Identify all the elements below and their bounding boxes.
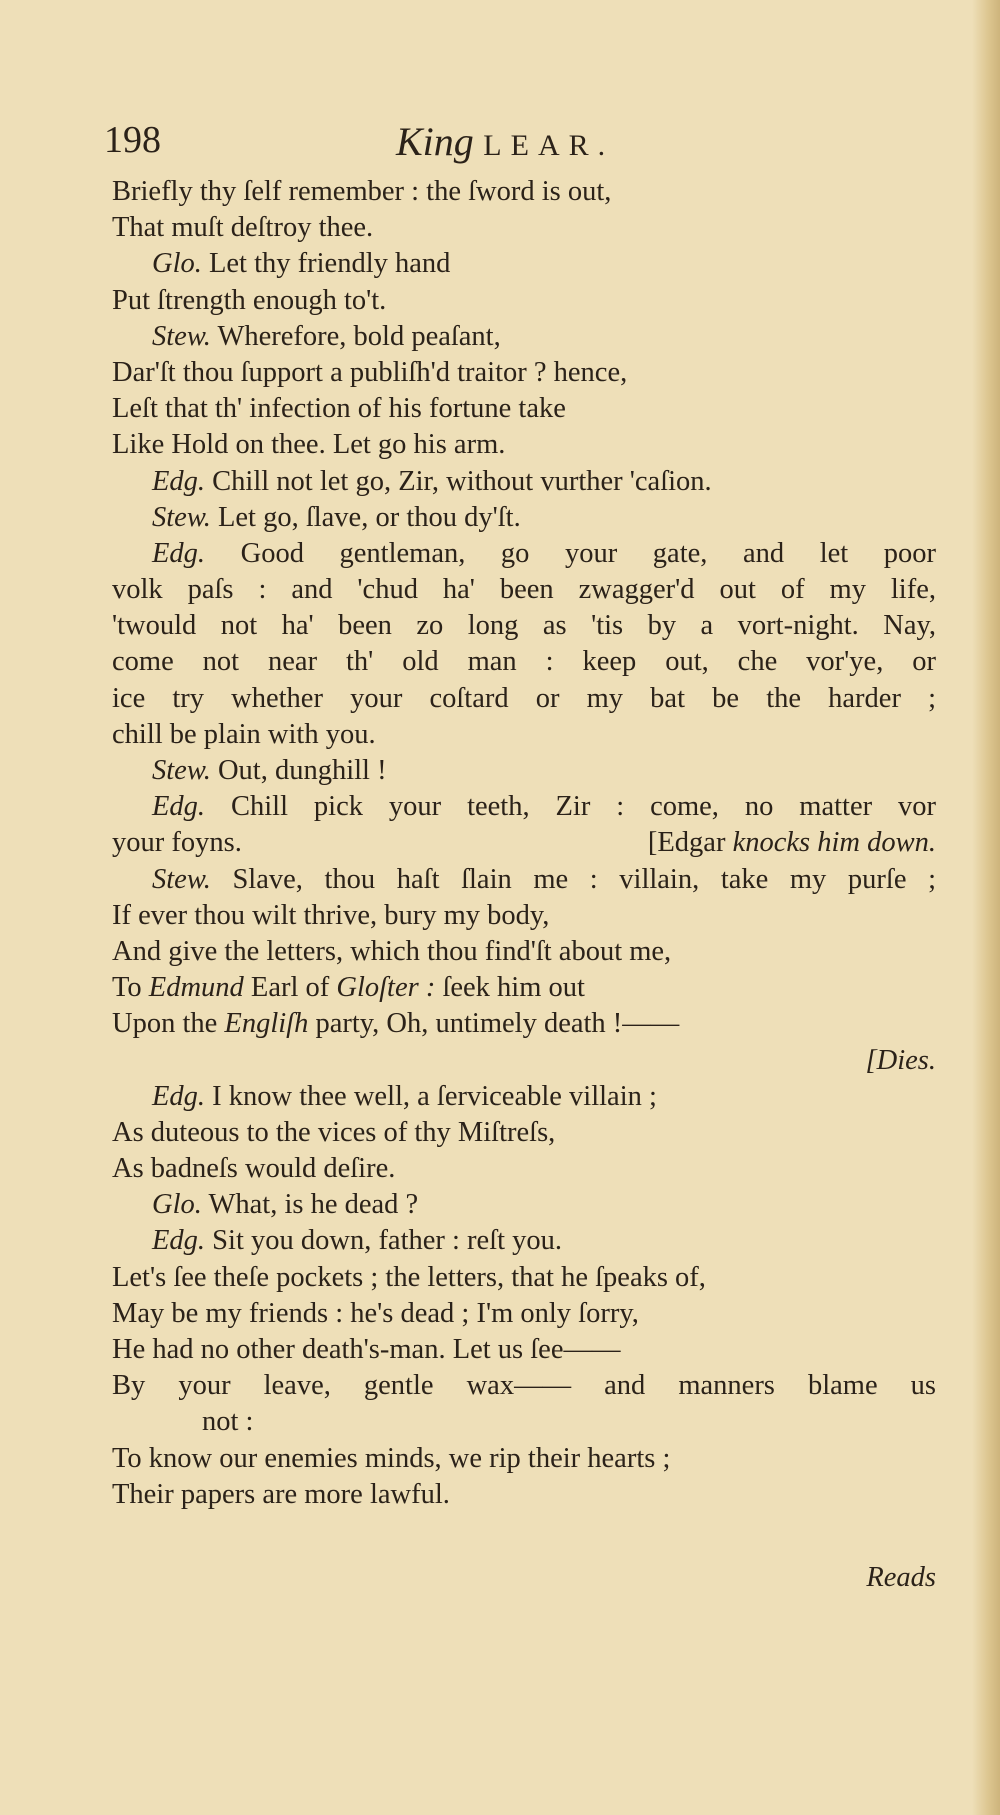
text-line — [112, 862, 936, 898]
speaker-name: Stew. — [152, 755, 211, 786]
text-line — [112, 970, 936, 1006]
text-line: Their papers are more lawful. — [112, 1478, 450, 1510]
play-text — [112, 174, 936, 1513]
text-line: Like Hold on thee. Let go his arm. — [112, 429, 506, 461]
speech-text: Good gentleman, go your gate, and let poor — [205, 537, 936, 569]
speaker-name: Stew. — [152, 501, 211, 533]
speech-text: Wherefore, bold peaſant, — [210, 320, 501, 352]
speech-text: Let thy friendly hand — [201, 248, 451, 280]
text-line: By your leave, gentle wax—— and manners blame us — [112, 1370, 936, 1402]
speech-text: What, is he dead ? — [201, 1189, 419, 1221]
text-line: He had no other death's-man. Let us ſee—— — [112, 1334, 621, 1365]
speech-text: Out, dunghill ! — [210, 755, 387, 786]
speech-text: Sit you down, father : reſt you. — [205, 1225, 563, 1257]
text-line: volk paſs : and 'chud ha' been zwagger'd out of my life, — [112, 574, 936, 606]
speech-text: Chill pick your teeth, Zir : come, no matter vor — [205, 791, 936, 823]
proper-name: Engliſh — [224, 1008, 309, 1040]
speaker-name: Glo. — [152, 248, 202, 280]
text-line — [112, 1223, 936, 1259]
speaker-name: Edg. — [152, 465, 206, 497]
speaker-name: Glo. — [152, 1189, 202, 1221]
catchword: Reads — [866, 1562, 936, 1593]
text-line — [112, 1043, 936, 1079]
text-line — [112, 789, 936, 825]
text-line: 'twould not ha' been zo long as 'tis by a vort-night. Nay, — [112, 610, 936, 642]
proper-name: Gloſter : — [336, 972, 436, 1004]
text-line: Put ſtrength enough to't. — [112, 284, 387, 316]
speaker-name: Stew. — [152, 320, 211, 352]
stage-direction — [648, 825, 936, 861]
speaker-name: Edg. — [152, 537, 206, 569]
speaker-name: Edg. — [152, 791, 206, 823]
text-line: Briefly thy ſelf remember : the ſword is out, — [112, 176, 612, 207]
text-line: chill be plain with you. — [112, 718, 376, 750]
running-title — [396, 118, 614, 165]
speech-text: ſeek him out — [435, 972, 585, 1004]
speech-text: To — [112, 972, 149, 1004]
speech-text: Slave, thou haſt ſlain me : villain, take my purſe ; — [210, 863, 936, 895]
speech-text: Upon the — [112, 1008, 225, 1040]
speaker-name: Edg. — [152, 1080, 206, 1112]
text-line — [112, 246, 936, 282]
text-line: ice try whether your coſtard or my bat be the harder ; — [112, 682, 936, 714]
text-line: And give the letters, which thou find'ſt about me, — [112, 935, 672, 967]
text-line — [112, 319, 936, 355]
text-line — [112, 500, 936, 536]
text-line — [112, 1006, 936, 1042]
stage-direction-italic: knocks him down. — [732, 827, 936, 859]
page-number: 198 — [104, 119, 161, 161]
text-line: come not near th' old man : keep out, che vor'ye, or — [112, 646, 936, 678]
speech-text: I know thee well, a ſerviceable villain ; — [205, 1080, 657, 1112]
title-caps: LEAR. — [483, 129, 615, 162]
text-line: As badneſs would deſire. — [112, 1153, 396, 1185]
stage-direction-plain: [Edgar — [647, 827, 733, 859]
title-italic: King — [396, 119, 474, 164]
text-line — [112, 1187, 936, 1223]
text-line — [112, 753, 936, 789]
text-line: not : — [202, 1406, 254, 1438]
speech-text: Earl of — [243, 972, 337, 1004]
speech-text: Chill not let go, Zir, without vurther 'caſion. — [205, 465, 712, 497]
text-line: Let's ſee theſe pockets ; the letters, that he ſpeaks of, — [112, 1261, 706, 1293]
text-line: To know our enemies minds, we rip their hearts ; — [112, 1442, 671, 1474]
speaker-name: Stew. — [152, 863, 211, 895]
speaker-name: Edg. — [152, 1225, 206, 1257]
proper-name: Edmund — [148, 972, 244, 1004]
text-line: Dar'ſt thou ſupport a publiſh'd traitor ? hence, — [112, 356, 628, 388]
text-line — [112, 464, 936, 500]
text-line — [112, 825, 936, 861]
page-edge — [972, 0, 1000, 1815]
speech-text: Let go, ſlave, or thou dy'ſt. — [210, 501, 521, 533]
speech-text: your foyns. — [112, 827, 242, 859]
text-line: That muſt deſtroy thee. — [112, 212, 374, 244]
text-line: Leſt that th' infection of his fortune take — [112, 393, 566, 425]
stage-direction: [Dies. — [865, 1044, 936, 1076]
text-line — [112, 536, 936, 572]
text-line: As duteous to the vices of thy Miſtreſs, — [112, 1116, 556, 1148]
text-line — [112, 1079, 936, 1115]
text-line: May be my friends : he's dead ; I'm only ſorry, — [112, 1297, 639, 1329]
speech-text: party, Oh, untimely death !—— — [308, 1008, 680, 1040]
running-header — [104, 118, 944, 168]
text-line: If ever thou wilt thrive, bury my body, — [112, 899, 550, 931]
